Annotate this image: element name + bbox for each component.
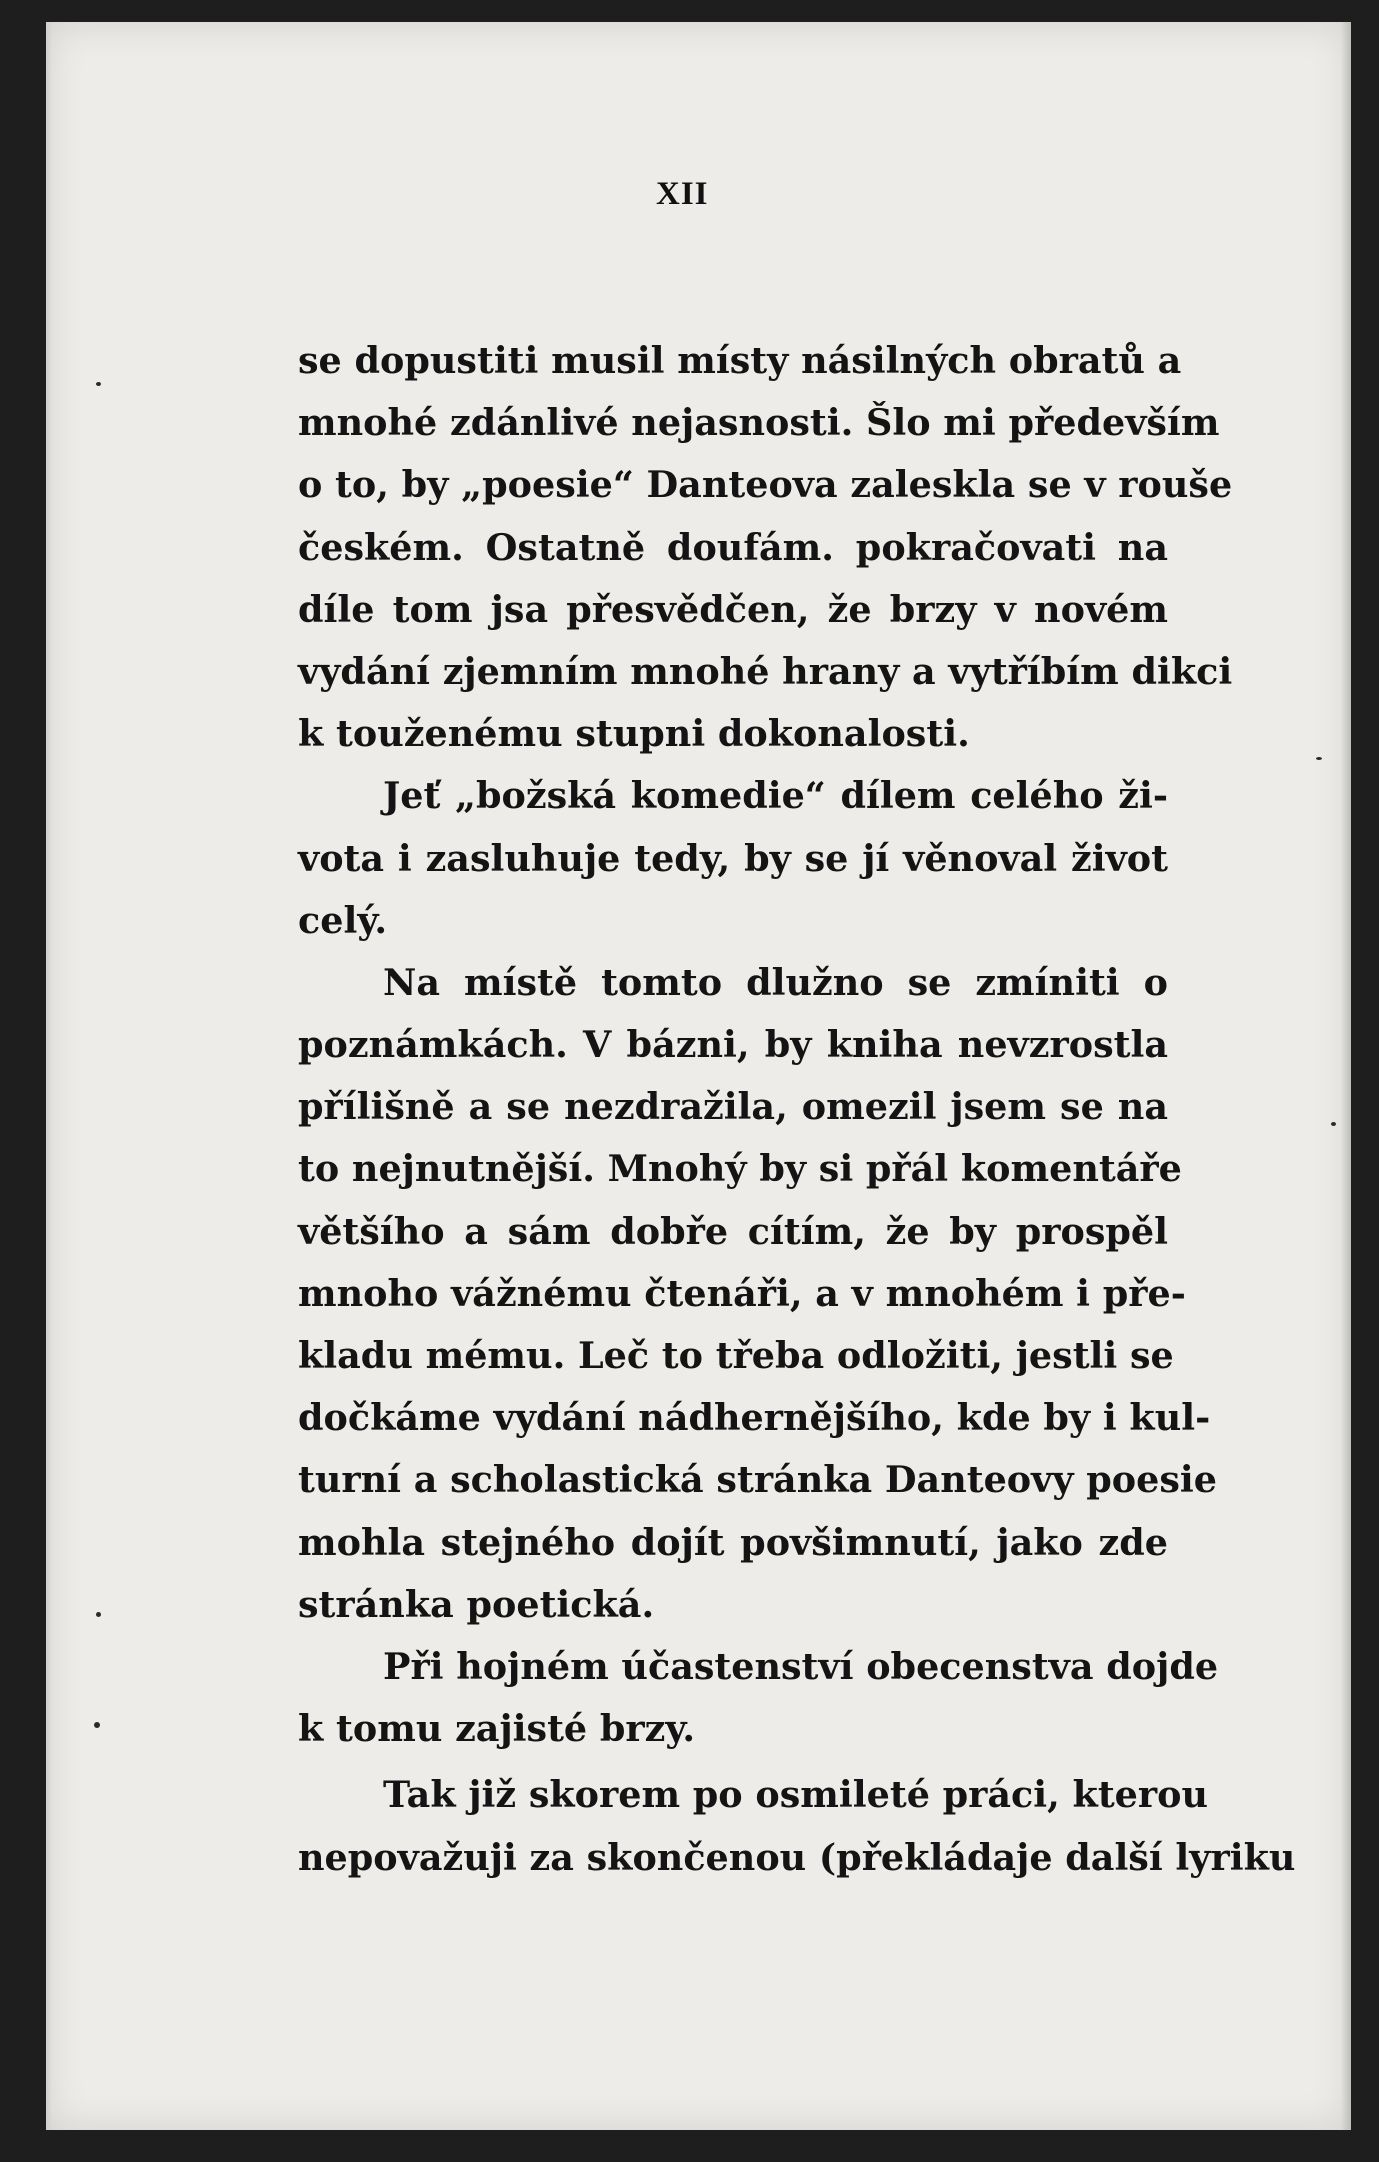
text-line: vydání zjemním mnohé hrany a vytříbím dikci (298, 649, 1233, 693)
text-line: Na místě tomto dlužno se zmíniti o (383, 960, 1168, 1004)
print-speck (1331, 1122, 1336, 1126)
body-text (298, 330, 1296, 1889)
text-line: českém. Ostatně doufám. pokračovati na (298, 525, 1168, 569)
text-line: mnoho vážnému čtenáři, a v mnohém i pře- (298, 1271, 1186, 1315)
text-line: stránka poetická. (298, 1582, 655, 1626)
page-edge-left (46, 22, 52, 2130)
text-line: díle tom jsa přesvědčen, že brzy v novém (298, 587, 1168, 631)
text-line: celý. (298, 898, 388, 942)
text-line: mohla stejného dojít povšimnutí, jako zde (298, 1520, 1168, 1564)
print-speck (96, 1612, 101, 1617)
text-line: k tomu zajisté brzy. (298, 1707, 696, 1751)
text-line: Při hojném účastenství obecenstva dojde (383, 1644, 1219, 1688)
text-line: poznámkách. V bázni, by kniha nevzrostla (298, 1023, 1168, 1067)
text-line: přílišně a se nezdražila, omezil jsem se na (298, 1085, 1168, 1129)
print-speck (94, 1722, 100, 1728)
text-line: Tak již skorem po osmileté práci, kterou (383, 1773, 1209, 1817)
print-speck (1316, 757, 1322, 760)
page-number: XII (656, 176, 709, 212)
paragraph (298, 1636, 1219, 1760)
text-line: kladu mému. Leč to třeba odložiti, jestli se (298, 1334, 1174, 1377)
text-line: dočkáme vydání nádhernějšího, kde by i kul- (298, 1396, 1211, 1440)
page-edge-right (1341, 22, 1351, 2130)
text-line: většího a sám dobře cítím, že by prospěl (298, 1209, 1168, 1253)
print-speck (96, 382, 101, 386)
paragraph (298, 1764, 1296, 1888)
paragraph (298, 952, 1218, 1636)
paragraph (298, 330, 1233, 765)
text-line: turní a scholastická stránka Danteovy poesie (298, 1458, 1218, 1502)
text-line: to nejnutnější. Mnohý by si přál komentáře (298, 1147, 1182, 1191)
text-line: Jeť „božská komedie“ dílem celého ži- (383, 774, 1168, 818)
text-line: nepovažuji za skončenou (překládaje další lyriku (298, 1835, 1296, 1879)
text-line: vota i zasluhuje tedy, by se jí věnoval život (298, 836, 1168, 880)
text-line: se dopustiti musil místy násilných obratů a (298, 339, 1182, 382)
text-line: mnohé zdánlivé nejasnosti. Šlo mi především (298, 401, 1220, 445)
text-line: o to, by „poesie“ Danteova zaleskla se v rouše (298, 463, 1233, 507)
text-line: k touženému stupni dokonalosti. (298, 712, 970, 756)
paragraph (298, 765, 1168, 952)
